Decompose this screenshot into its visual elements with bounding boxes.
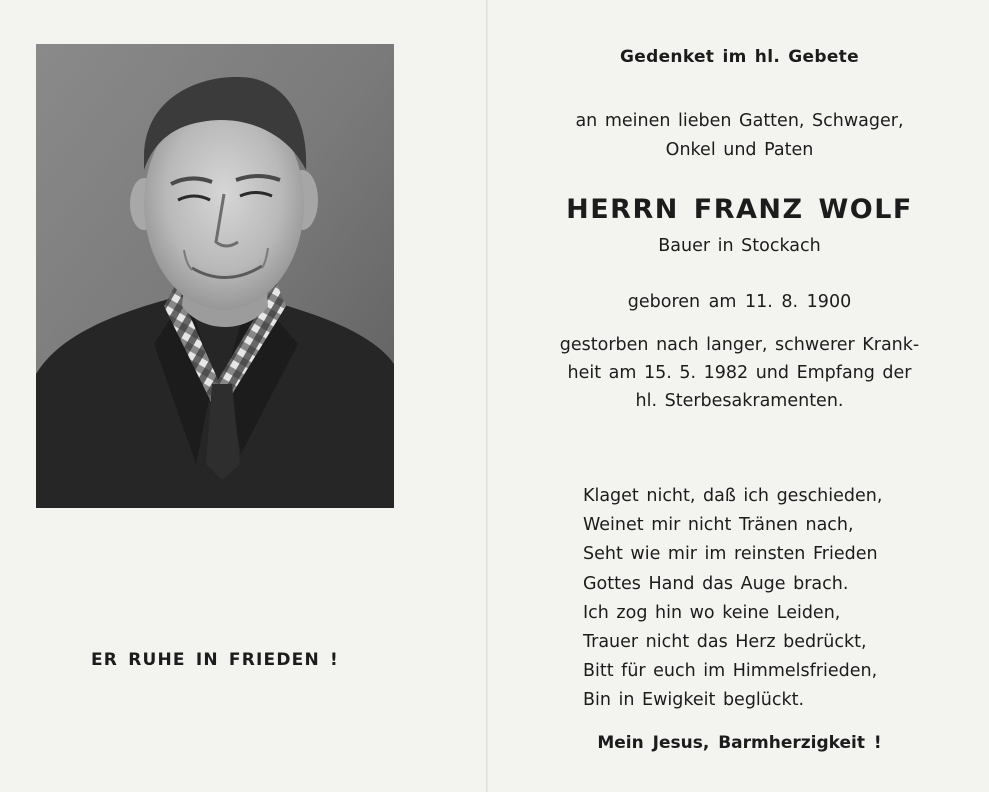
poem bbox=[583, 482, 882, 716]
poem-line: Ich zog hin wo keine Leiden, bbox=[583, 602, 841, 623]
death-line: gestorben nach langer, schwerer Krank- bbox=[559, 335, 920, 355]
poem-line: Seht wie mir im reinsten Frieden bbox=[583, 544, 878, 565]
dedication bbox=[490, 107, 989, 165]
dedication-line: Onkel und Paten bbox=[665, 140, 814, 160]
death-line: hl. Sterbesakramenten. bbox=[635, 391, 844, 411]
death-line: heit am 15. 5. 1982 und Empfang der bbox=[567, 363, 912, 383]
right-panel bbox=[490, 0, 989, 792]
poem-line: Weinet mir nicht Tränen nach, bbox=[583, 515, 854, 536]
dedication-line: an meinen lieben Gatten, Schwager, bbox=[575, 111, 904, 131]
poem-line: Trauer nicht das Herz bedrückt, bbox=[583, 632, 867, 653]
death-date-block bbox=[490, 331, 989, 415]
occupation: Bauer in Stockach bbox=[658, 236, 821, 256]
fold-divider bbox=[486, 0, 488, 792]
closing-prayer: Mein Jesus, Barmherzigkeit ! bbox=[597, 733, 882, 753]
portrait-photo bbox=[36, 44, 394, 508]
poem-line: Bin in Ewigkeit beglückt. bbox=[583, 690, 805, 711]
birth-date-line: geboren am 11. 8. 1900 bbox=[627, 292, 852, 312]
left-panel bbox=[0, 0, 486, 792]
poem-line: Gottes Hand das Auge brach. bbox=[583, 573, 849, 594]
prayer-heading: Gedenket im hl. Gebete bbox=[620, 47, 859, 67]
rest-in-peace-text: ER RUHE IN FRIEDEN ! bbox=[90, 650, 339, 670]
deceased-name: HERRN FRANZ WOLF bbox=[566, 194, 913, 225]
poem-line: Klaget nicht, daß ich geschieden, bbox=[583, 486, 883, 506]
poem-line: Bitt für euch im Himmelsfrieden, bbox=[583, 661, 878, 682]
